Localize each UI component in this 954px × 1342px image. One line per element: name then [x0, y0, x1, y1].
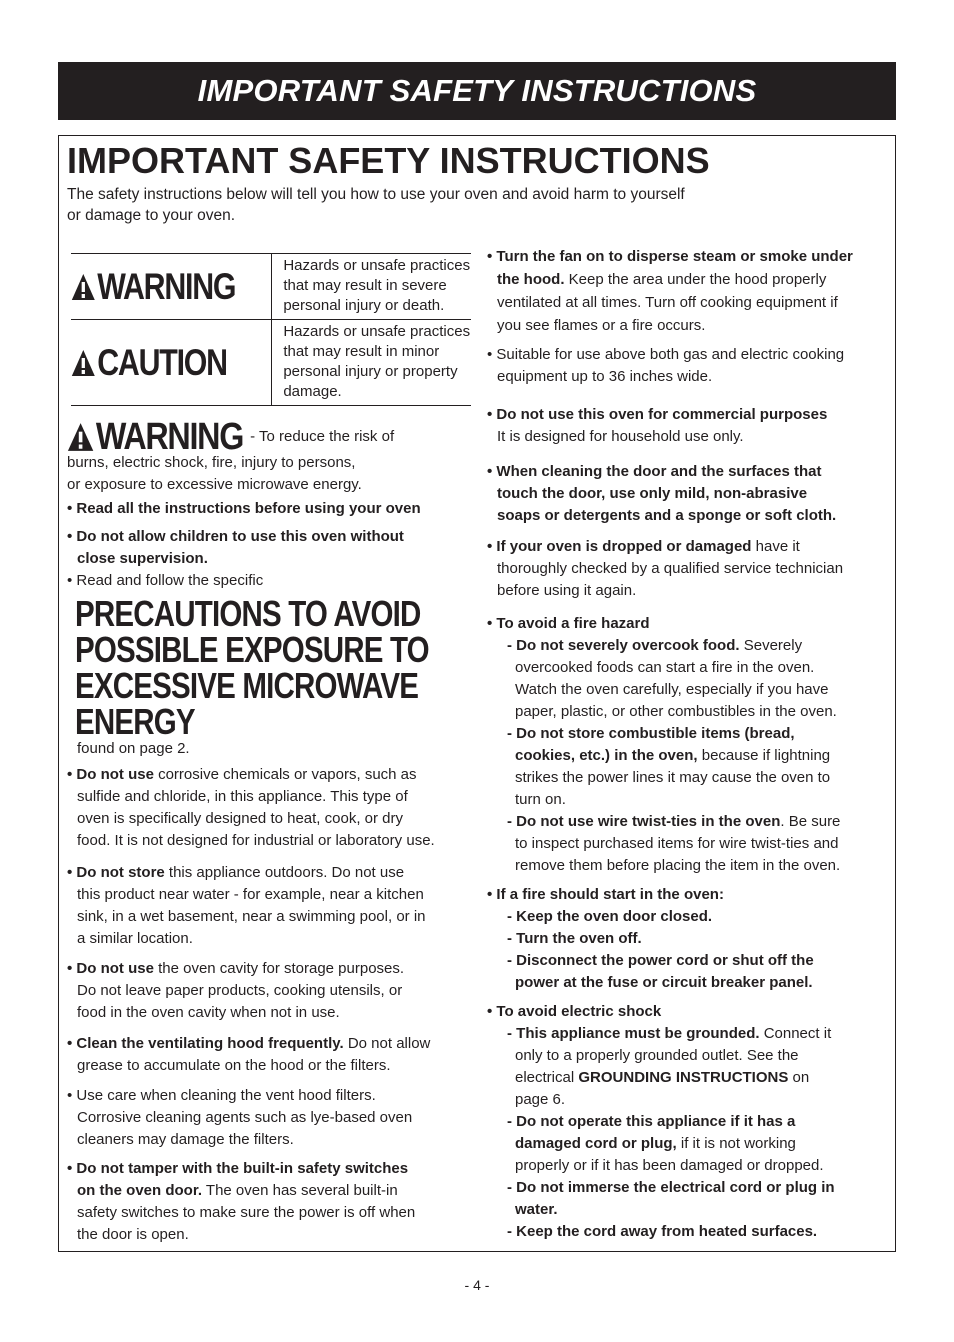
list-item: • Do not use the oven cavity for storage purposes. Do not leave paper products, cooking utensils, or food in the oven cavity when not in use. [67, 960, 405, 1021]
warning-triangle-icon [67, 422, 94, 452]
intro-text: The safety instructions below will tell you how to use your oven and avoid harm to yourself or damage to your oven. [67, 186, 685, 224]
list-item: • Do not store this appliance outdoors. Do not use this product near water - for example, near a kitchen sink, in a wet basement, near a swimming pool, or in a similar location. [67, 864, 426, 947]
warning-heading: WARNING [67, 422, 243, 452]
right-column [487, 246, 897, 1243]
list-item: • To avoid a fire hazard - Do not severely overcook food. Severely overcooked foods can start a fire in the oven. Watch the oven carefully, especially if you have paper, plastic, or other combustibles in the oven. - Do not store combustible items (bread, cookies, etc.) in the oven, because if lightning strikes the power lines it may cause the oven to turn on. - Do not use wire twist-ties in the oven. Be sure to inspect purchased items for wire twist-ties and remove them before placing the item in the oven. [487, 615, 841, 874]
precautions-title: PRECAUTIONS TO AVOID POSSIBLE EXPOSURE TO EXCESSIVE MICROWAVE ENERGY [75, 593, 429, 742]
caution-description: Hazards or unsafe practices that may result in minor personal injury or property damage. [272, 320, 471, 406]
list-item: • When cleaning the door and the surfaces that touch the door, use only mild, non-abrasive soaps or detergents and a sponge or soft cloth. [487, 463, 837, 524]
list-item: • Suitable for use above both gas and electric cooking equipment up to 36 inches wide. [487, 346, 845, 385]
banner-title: IMPORTANT SAFETY INSTRUCTIONS [197, 73, 757, 108]
caution-signal-word: CAUTION [71, 342, 235, 384]
content-box [58, 135, 896, 1252]
list-item: • To avoid electric shock - This appliance must be grounded. Connect it only to a properly grounded outlet. See the electrical GROUNDING INSTRUCTIONS on page 6. - Do not operate this appliance if it has a damaged cord or plug, if it is not working properly or if it has been damaged or dropped. - Do not immerse the electrical cord or plug in water. - Keep the cord away from heated surfaces. [487, 1003, 835, 1240]
left-column [67, 764, 487, 1246]
list-item: • Turn the fan on to disperse steam or smoke under the hood. Keep the area under the hood properly ventilated at all times. Turn off cooking equipment if you see flames or a fire occurs. [487, 248, 853, 334]
list-item: • Do not use this oven for commercial purposes It is designed for household use only. [487, 406, 828, 445]
warning-section: WARNING - To reduce the risk of burns, electric shock, fire, injury to persons, or exposure to excessive microwave energy. • Read all the instructions before using your oven • Do not allow children to use this oven without close supervision. • Read and follow the specific PRECAUTIONS TO AVOID POSSIBLE EXPOSURE TO EXCESSIVE MICROWAVE ENERGY found on page 2. [67, 408, 477, 760]
warning-signal-word: WARNING [71, 266, 235, 308]
list-item: • Do not use corrosive chemicals or vapors, such as sulfide and chloride, in this appliance. This type of oven is specifically designed to heat, cook, or dry food. It is not designed for industrial or laboratory use. [67, 766, 435, 849]
list-item: • Clean the ventilating hood frequently. Do not allow grease to accumulate on the hood or the filters. [67, 1035, 431, 1074]
caution-triangle-icon [71, 349, 96, 377]
list-item: • Use care when cleaning the vent hood filters. Corrosive cleaning agents such as lye-based oven cleaners may damage the filters. [67, 1087, 413, 1148]
warning-description: Hazards or unsafe practices that may result in severe personal injury or death. [272, 254, 471, 320]
list-item: • Do not tamper with the built-in safety switches on the oven door. The oven has several built-in safety switches to make sure the power is off when the door is open. [67, 1160, 416, 1243]
signal-word-legend [71, 253, 471, 406]
warning-triangle-icon [71, 273, 96, 301]
page-title: IMPORTANT SAFETY INSTRUCTIONS [67, 140, 710, 181]
header-banner [58, 62, 896, 120]
page-number: - 4 - [464, 1277, 490, 1293]
list-item: • If your oven is dropped or damaged have it thoroughly checked by a qualified service technician before using it again. [487, 538, 844, 599]
list-item: • If a fire should start in the oven: - Keep the oven door closed. - Turn the oven off. - Disconnect the power cord or shut off the power at the fuse or circuit breaker panel. [487, 886, 814, 991]
